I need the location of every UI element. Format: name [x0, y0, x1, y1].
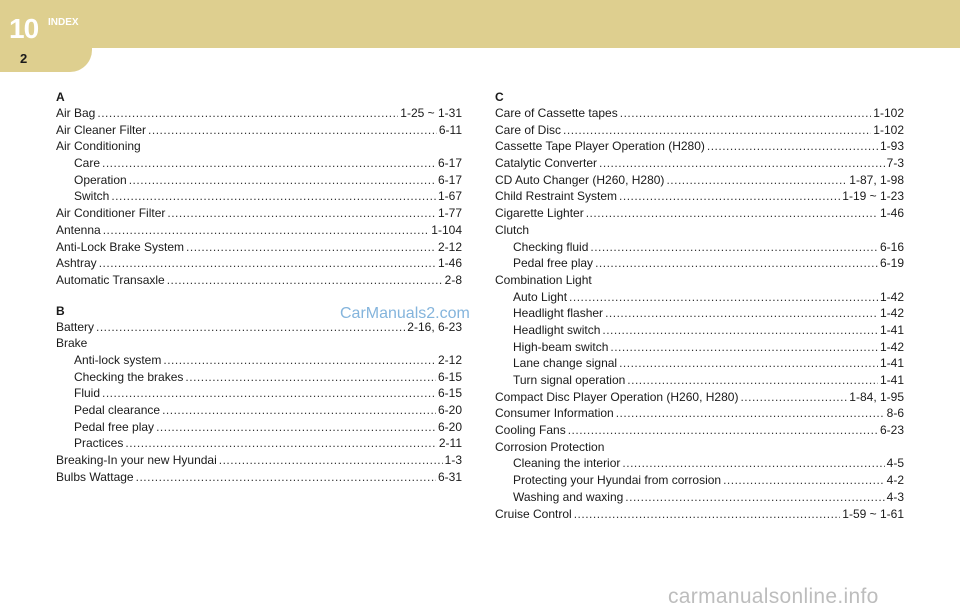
index-entry — [495, 105, 904, 122]
entry-page-reference: 4-2 — [886, 473, 904, 488]
dot-leader — [574, 506, 841, 523]
entry-page-reference: 4-5 — [886, 456, 904, 471]
index-entry — [495, 138, 904, 155]
dot-leader — [156, 419, 436, 436]
dot-leader — [625, 489, 884, 506]
entry-page-reference: 6-16 — [879, 239, 904, 254]
index-letter-heading: C — [495, 90, 504, 104]
index-entry — [495, 188, 904, 205]
entry-label: Washing and waxing — [513, 489, 624, 504]
index-entry — [56, 335, 462, 352]
dot-leader — [111, 188, 436, 205]
entry-label: Antenna — [56, 222, 101, 237]
index-entry — [495, 506, 904, 523]
entry-page-reference: 1-25 ~ 1-31 — [400, 106, 462, 120]
entry-page-reference: 1-87, 1-98 — [849, 172, 904, 187]
entry-label: Air Cleaner Filter — [56, 122, 147, 137]
index-entry — [56, 469, 462, 486]
chapter-header-band — [0, 0, 960, 48]
index-subentry — [495, 372, 904, 389]
entry-label: Headlight flasher — [513, 306, 604, 321]
dot-leader — [616, 405, 885, 422]
dot-leader — [723, 472, 885, 489]
entry-page-reference: 6-15 — [437, 369, 462, 384]
index-subentry — [495, 472, 904, 489]
index-entry — [495, 122, 904, 139]
entry-page-reference: 6-17 — [437, 156, 462, 171]
entry-page-reference: 2-11 — [438, 436, 462, 451]
entry-label: Auto Light — [513, 289, 568, 304]
entry-page-reference: 2-12 — [437, 352, 462, 367]
index-subentry — [495, 255, 904, 272]
index-column-right — [495, 89, 904, 522]
entry-page-reference: 1-41 — [879, 373, 904, 387]
entry-page-reference: 1-93 — [879, 139, 904, 154]
dot-leader — [740, 389, 847, 406]
dot-leader — [186, 239, 436, 256]
entry-label: Clutch — [495, 222, 530, 237]
entry-label: Automatic Transaxle — [56, 272, 165, 287]
index-subentry — [495, 455, 904, 472]
entry-label: Anti-lock system — [74, 352, 162, 367]
index-subentry — [56, 188, 462, 205]
entry-page-reference: 1-42 — [879, 289, 904, 304]
entry-label: Battery — [56, 319, 95, 334]
entry-label: Breaking-In your new Hyundai — [56, 453, 217, 468]
entry-label: Cigarette Lighter — [495, 206, 584, 221]
entry-page-reference: 1-59 ~ 1-61 — [842, 506, 904, 521]
entry-label: Practices — [74, 436, 124, 451]
dot-leader — [590, 239, 878, 256]
index-subentry — [495, 489, 904, 506]
entry-page-reference: 6-31 — [437, 469, 462, 484]
dot-leader — [602, 322, 878, 339]
dot-leader — [167, 272, 443, 289]
entry-page-reference: 6-20 — [437, 403, 462, 417]
entry-page-reference: 1-104 — [431, 222, 462, 237]
entry-label: Pedal clearance — [74, 403, 161, 417]
entry-page-reference: 8-6 — [886, 406, 904, 421]
chapter-tab — [0, 0, 92, 72]
entry-label: Corrosion Protection — [495, 439, 605, 454]
index-subentry — [495, 355, 904, 372]
index-entry — [56, 205, 462, 222]
entry-label: Care of Cassette tapes — [495, 106, 618, 120]
entry-label: CD Auto Changer (H260, H280) — [495, 172, 665, 187]
entry-page-reference: 1-46 — [437, 256, 462, 271]
dot-leader — [619, 188, 840, 205]
dot-leader — [162, 402, 436, 419]
index-subentry — [56, 385, 462, 402]
entry-page-reference: 1-19 ~ 1-23 — [842, 189, 904, 204]
entry-page-reference: 2-16, 6-23 — [407, 319, 462, 334]
dot-leader — [563, 122, 871, 139]
dot-leader — [707, 138, 878, 155]
index-entry — [56, 255, 462, 272]
entry-label: Air Conditioning — [56, 139, 141, 154]
entry-label: Ashtray — [56, 256, 97, 271]
entry-page-reference: 6-11 — [438, 122, 462, 137]
entry-label: Pedal free play — [74, 419, 155, 434]
dot-leader — [163, 352, 436, 369]
entry-label: Catalytic Converter — [495, 156, 598, 171]
section-gap — [56, 289, 462, 303]
index-subentry — [56, 419, 462, 436]
chapter-number: 10 — [9, 13, 39, 44]
index-entry — [495, 389, 904, 406]
index-subentry — [495, 305, 904, 322]
watermark-carmanuals2: CarManuals2.com — [340, 305, 470, 322]
entry-label: Air Conditioner Filter — [56, 206, 166, 221]
index-entry — [495, 422, 904, 439]
index-subentry — [495, 339, 904, 356]
entry-label: Cleaning the interior — [513, 456, 621, 471]
entry-page-reference: 1-102 — [873, 106, 904, 120]
index-entry — [495, 205, 904, 222]
entry-page-reference: 6-19 — [879, 256, 904, 271]
dot-leader — [148, 122, 437, 139]
entry-label: Air Bag — [56, 106, 96, 120]
index-subentry — [56, 435, 462, 452]
entry-page-reference: 4-3 — [886, 489, 904, 504]
entry-label: Anti-Lock Brake System — [56, 239, 185, 254]
index-subentry — [56, 402, 462, 419]
index-subentry — [56, 352, 462, 369]
dot-leader — [129, 172, 436, 189]
entry-page-reference: 6-20 — [437, 419, 462, 434]
entry-page-reference: 1-84, 1-95 — [849, 389, 904, 404]
entry-label: Turn signal operation — [513, 373, 626, 387]
entry-page-reference: 1-3 — [444, 453, 462, 468]
entry-page-reference: 1-102 — [873, 122, 904, 137]
entry-page-reference: 1-77 — [437, 206, 462, 221]
dot-leader — [599, 155, 885, 172]
dot-leader — [99, 255, 436, 272]
dot-leader — [102, 155, 436, 172]
entry-page-reference: 6-15 — [437, 386, 462, 401]
watermark-carmanualsonline: carmanualsonline.info — [668, 585, 879, 608]
index-letter-heading: A — [56, 90, 65, 104]
dot-leader — [102, 385, 436, 402]
index-entry — [56, 122, 462, 139]
index-subentry — [56, 172, 462, 189]
dot-leader — [595, 255, 878, 272]
dot-leader — [605, 305, 878, 322]
entry-label: Checking the brakes — [74, 369, 184, 384]
dot-leader — [167, 205, 436, 222]
dot-leader — [586, 205, 878, 222]
index-subentry — [495, 289, 904, 306]
entry-page-reference: 1-42 — [879, 306, 904, 321]
entry-label: Cassette Tape Player Operation (H280) — [495, 139, 705, 154]
entry-page-reference: 6-23 — [879, 423, 904, 438]
entry-page-reference: 1-41 — [879, 356, 904, 371]
dot-leader — [627, 372, 878, 389]
index-entry — [56, 222, 462, 239]
index-entry — [56, 452, 462, 469]
entry-label: Pedal free play — [513, 256, 594, 271]
entry-label: Cooling Fans — [495, 423, 566, 438]
dot-leader — [125, 435, 437, 452]
dot-leader — [610, 339, 878, 356]
dot-leader — [666, 172, 847, 189]
entry-label: High-beam switch — [513, 339, 609, 354]
index-entry — [495, 405, 904, 422]
chapter-title: INDEX — [48, 17, 79, 28]
index-entry — [495, 155, 904, 172]
dot-leader — [185, 369, 436, 386]
index-column-left — [56, 89, 462, 485]
entry-page-reference: 2-12 — [437, 239, 462, 254]
page-number: 2 — [20, 51, 28, 66]
dot-leader — [103, 222, 430, 239]
index-subentry — [56, 155, 462, 172]
dot-leader — [622, 455, 884, 472]
entry-label: Protecting your Hyundai from corrosion — [513, 473, 722, 488]
entry-label: Child Restraint System — [495, 189, 618, 204]
entry-page-reference: 1-42 — [879, 339, 904, 354]
entry-label: Lane change signal — [513, 356, 618, 371]
entry-page-reference: 2-8 — [444, 272, 462, 287]
index-entry — [56, 239, 462, 256]
index-entry — [56, 138, 462, 155]
index-subentry — [56, 369, 462, 386]
dot-leader — [219, 452, 443, 469]
index-subentry — [495, 322, 904, 339]
dot-leader — [136, 469, 436, 486]
index-subentry — [495, 239, 904, 256]
entry-label: Operation — [74, 172, 127, 187]
index-letter-heading: B — [56, 303, 65, 318]
dot-leader — [97, 105, 398, 122]
entry-page-reference: 1-41 — [879, 322, 904, 337]
entry-label: Compact Disc Player Operation (H260, H280) — [495, 389, 739, 404]
entry-label: Bulbs Wattage — [56, 469, 134, 484]
entry-label: Combination Light — [495, 272, 592, 287]
entry-page-reference: 7-3 — [886, 156, 904, 171]
index-entry — [56, 272, 462, 289]
dot-leader — [568, 422, 878, 439]
index-entry — [56, 105, 462, 122]
entry-label: Cruise Control — [495, 506, 572, 521]
entry-label: Brake — [56, 336, 88, 351]
entry-label: Care — [74, 156, 101, 171]
index-entry — [495, 439, 904, 456]
index-entry — [495, 172, 904, 189]
entry-page-reference: 6-17 — [437, 172, 462, 187]
entry-label: Switch — [74, 189, 110, 204]
dot-leader — [619, 355, 878, 372]
index-entry — [495, 272, 904, 289]
entry-label: Checking fluid — [513, 239, 589, 254]
dot-leader — [620, 105, 872, 122]
index-entry — [495, 222, 904, 239]
entry-label: Care of Disc — [495, 122, 562, 137]
entry-label: Headlight switch — [513, 322, 601, 337]
entry-page-reference: 1-46 — [879, 206, 904, 221]
entry-page-reference: 1-67 — [437, 189, 462, 204]
entry-label: Fluid — [74, 386, 101, 401]
dot-leader — [569, 289, 878, 306]
entry-label: Consumer Information — [495, 406, 614, 421]
